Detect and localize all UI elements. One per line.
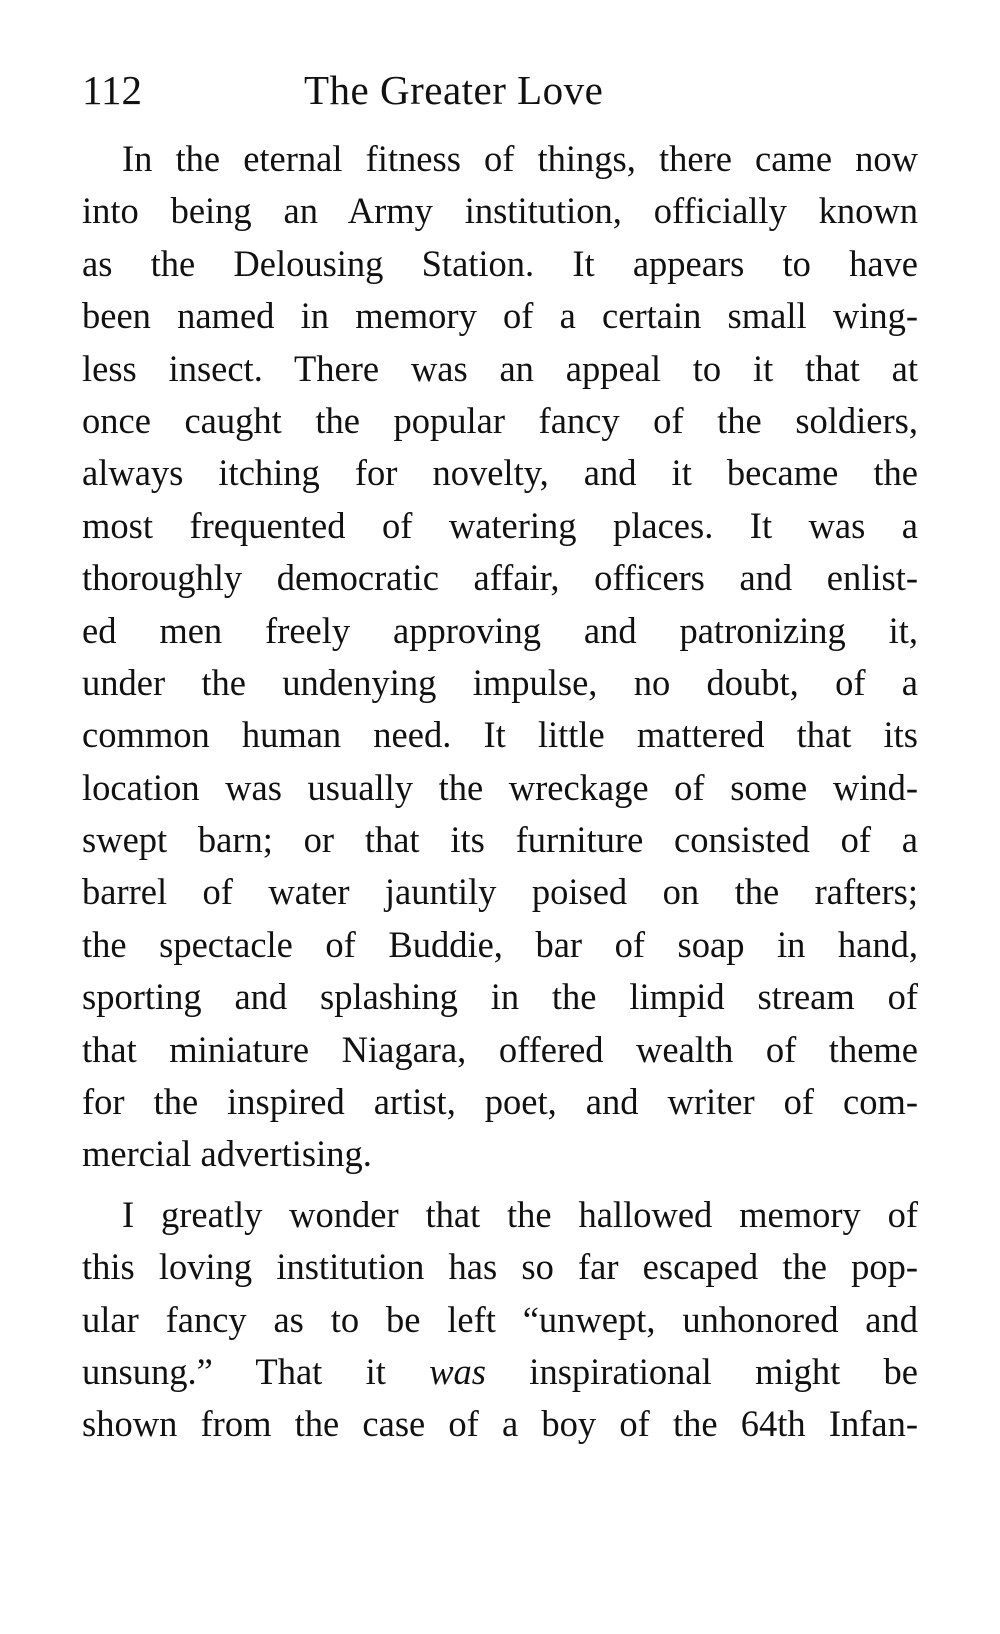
emphasized-word: was — [429, 1350, 486, 1392]
text-line: always itching for novelty, and it became the — [82, 452, 918, 494]
text-line: for the inspired artist, poet, and writer of com- — [82, 1081, 918, 1123]
running-head: The Greater Love — [304, 67, 604, 113]
page-header — [82, 60, 912, 120]
text-line: that miniature Niagara, offered wealth of theme — [82, 1028, 918, 1070]
text-run: unsung.” That it — [82, 1350, 430, 1392]
text-line: the spectacle of Buddie, bar of soap in hand, — [82, 923, 918, 965]
paragraph-2 — [82, 1189, 918, 1451]
text-line: under the undenying impulse, no doubt, of a — [82, 661, 918, 703]
text-line: sporting and splashing in the limpid stream of — [82, 976, 918, 1018]
text-line: once caught the popular fancy of the soldiers, — [82, 399, 918, 441]
paragraph-1 — [82, 133, 918, 1181]
text-line: into being an Army institution, officially known — [82, 190, 918, 232]
text-line: thoroughly democratic affair, officers and enlist- — [82, 557, 918, 599]
text-line-with-emphasis — [82, 1346, 918, 1398]
text-line: ed men freely approving and patronizing it, — [82, 609, 918, 651]
text-line: as the Delousing Station. It appears to have — [82, 242, 918, 284]
text-line: barrel of water jauntily poised on the rafters; — [82, 871, 918, 913]
text-line: location was usually the wreckage of some wind- — [82, 766, 918, 808]
text-line: In the eternal fitness of things, there came now — [122, 138, 918, 179]
text-line: common human need. It little mattered that its — [82, 714, 918, 756]
body-text — [82, 133, 918, 1451]
text-line: mercial advertising. — [82, 1133, 372, 1175]
paragraph-gap — [82, 1181, 918, 1189]
text-line: most frequented of watering places. It was a — [82, 504, 918, 546]
page-number: 112 — [82, 67, 142, 113]
text-line: ular fancy as to be left “unwept, unhonored and — [82, 1298, 918, 1340]
text-line: been named in memory of a certain small wing- — [82, 295, 918, 337]
text-line: shown from the case of a boy of the 64th Infan- — [82, 1403, 918, 1445]
text-line: swept barn; or that its furniture consisted of a — [82, 819, 918, 861]
text-line: I greatly wonder that the hallowed memory of — [122, 1193, 918, 1235]
text-line: this loving institution has so far escaped the pop- — [82, 1246, 918, 1288]
text-run: inspirational might be — [486, 1350, 918, 1392]
text-line: less insect. There was an appeal to it that at — [82, 347, 918, 389]
